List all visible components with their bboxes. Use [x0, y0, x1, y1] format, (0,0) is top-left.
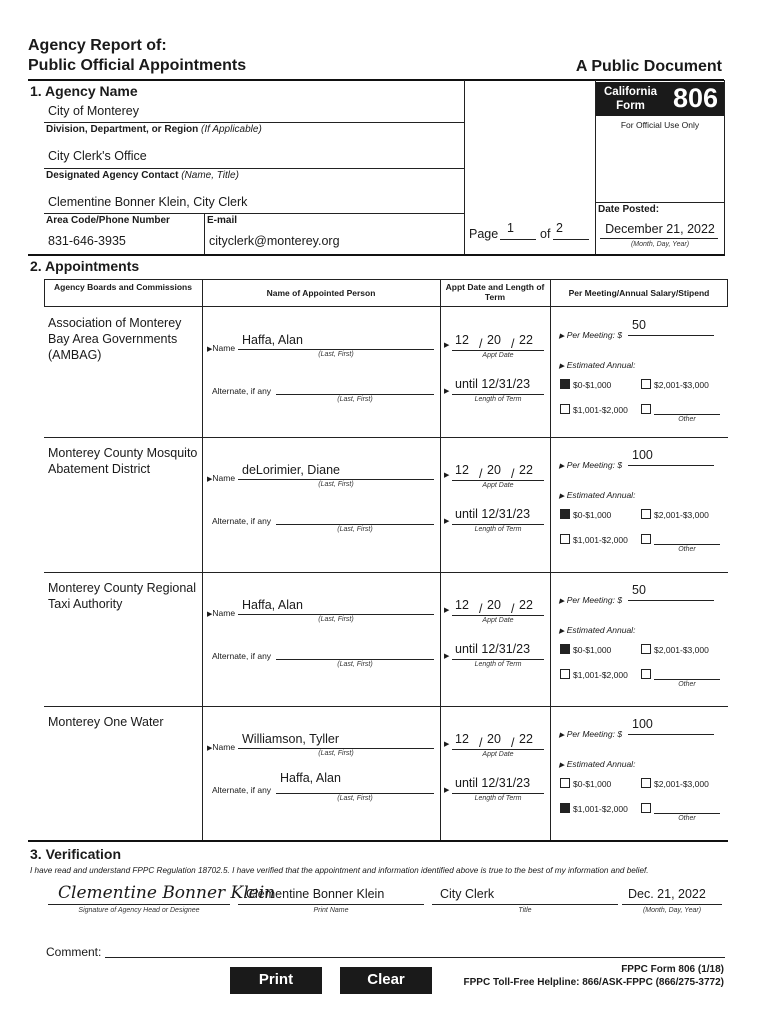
est-annual-label: ▶ Estimated Annual:: [559, 360, 636, 370]
alternate-hint: (Last, First): [337, 661, 373, 668]
name-label: ▶Name: [207, 473, 236, 483]
print-button[interactable]: Print: [230, 967, 322, 994]
term-hint: Length of Term: [474, 396, 522, 403]
opt-1001-2000-label: $1,001-$2,000: [573, 804, 628, 814]
opt-2001-3000-label: $2,001-$3,000: [654, 510, 709, 520]
appt-year[interactable]: 22: [519, 598, 533, 612]
alternate-label: Alternate, if any: [212, 651, 272, 661]
checkbox-other[interactable]: [641, 534, 651, 544]
form-806-badge: [596, 82, 724, 116]
board-name[interactable]: Association of Monterey Bay Area Governments (AMBAG): [48, 316, 182, 362]
board-name[interactable]: Monterey One Water: [48, 715, 164, 729]
opt-2001-3000-label: $2,001-$3,000: [654, 380, 709, 390]
division-value[interactable]: City Clerk's Office: [48, 149, 147, 163]
appt-day[interactable]: 20: [487, 598, 501, 612]
contact-label: Designated Agency Contact (Name, Title): [46, 170, 239, 181]
checkbox-0-1000[interactable]: [560, 644, 570, 654]
name-hint: (Last, First): [318, 616, 354, 623]
per-meeting-label: ▶ Per Meeting: $: [559, 460, 623, 470]
per-meeting-value[interactable]: 50: [632, 318, 646, 332]
checkbox-2001-3000[interactable]: [641, 379, 651, 389]
page-total[interactable]: 2: [556, 221, 563, 235]
title-value[interactable]: City Clerk: [440, 887, 495, 901]
col-salary-header: Per Meeting/Annual Salary/Stipend: [568, 288, 710, 298]
name-label: ▶Name: [207, 742, 236, 752]
checkbox-other[interactable]: [641, 803, 651, 813]
opt-1001-2000-label: $1,001-$2,000: [573, 670, 628, 680]
per-meeting-value[interactable]: 100: [632, 717, 653, 731]
alternate-hint: (Last, First): [337, 396, 373, 403]
checkbox-2001-3000[interactable]: [641, 509, 651, 519]
date-posted-hint: (Month, Day, Year): [630, 241, 690, 248]
other-hint: Other: [678, 815, 696, 822]
signature-label: Signature of Agency Head or Designee: [78, 907, 200, 914]
contact-value[interactable]: Clementine Bonner Klein, City Clerk: [48, 195, 248, 209]
est-annual-label: ▶ Estimated Annual:: [559, 759, 636, 769]
term-length[interactable]: until 12/31/23: [455, 507, 531, 521]
other-amount-field[interactable]: [654, 414, 720, 415]
appt-day[interactable]: 20: [487, 333, 501, 347]
appt-date-hint: Appt Date: [482, 352, 514, 359]
name-hint: (Last, First): [318, 750, 354, 757]
form-id: FPPC Form 806 (1/18): [621, 964, 724, 975]
appointee-name[interactable]: deLorimier, Diane: [242, 463, 340, 477]
appointee-name[interactable]: Williamson, Tyller: [242, 732, 340, 746]
board-name[interactable]: Monterey County Mosquito Abatement District: [48, 446, 198, 476]
per-meeting-label: ▶ Per Meeting: $: [559, 330, 623, 340]
appt-month[interactable]: 12: [455, 732, 469, 746]
section1-heading: 1. Agency Name: [30, 83, 138, 99]
col-date-header: Appt Date and Length of Term: [445, 282, 545, 302]
division-label: Division, Department, or Region (If Applicable): [46, 124, 262, 135]
alternate-name[interactable]: Haffa, Alan: [280, 771, 341, 785]
of-label: of: [540, 227, 551, 241]
section3-heading: 3. Verification: [30, 846, 122, 862]
comment-field[interactable]: [105, 957, 725, 958]
checkbox-0-1000[interactable]: [560, 509, 570, 519]
checkbox-2001-3000[interactable]: [641, 644, 651, 654]
term-length[interactable]: until 12/31/23: [455, 377, 531, 391]
print-name-label: Print Name: [313, 907, 349, 914]
term-length[interactable]: until 12/31/23: [455, 642, 531, 656]
appt-month[interactable]: 12: [455, 463, 469, 477]
checkbox-other[interactable]: [641, 404, 651, 414]
phone-value[interactable]: 831-646-3935: [48, 234, 126, 248]
email-label: E-mail: [207, 215, 238, 226]
verification-date-value[interactable]: Dec. 21, 2022: [628, 887, 706, 901]
opt-1001-2000-label: $1,001-$2,000: [573, 535, 628, 545]
opt-2001-3000-label: $2,001-$3,000: [654, 645, 709, 655]
verification-date-label: (Month, Day, Year): [642, 907, 702, 914]
opt-0-1000-label: $0-$1,000: [573, 510, 612, 520]
page-number[interactable]: 1: [507, 221, 514, 235]
date-posted-label: Date Posted:: [598, 204, 660, 215]
term-hint: Length of Term: [474, 661, 522, 668]
board-name[interactable]: Monterey County Regional Taxi Authority: [48, 581, 196, 611]
appt-month[interactable]: 12: [455, 598, 469, 612]
title-line-1: Agency Report of:: [28, 37, 167, 54]
appt-day[interactable]: 20: [487, 732, 501, 746]
form-title: [28, 36, 246, 76]
badge-number: 806: [672, 83, 718, 113]
checkbox-1001-2000[interactable]: [560, 803, 570, 813]
alternate-hint: (Last, First): [337, 795, 373, 802]
name-label: ▶Name: [207, 608, 236, 618]
title-label: Title: [518, 907, 532, 914]
per-meeting-value[interactable]: 100: [632, 448, 653, 462]
opt-0-1000-label: $0-$1,000: [573, 779, 612, 789]
signature[interactable]: Clementine Bonner Klein: [58, 883, 276, 903]
alternate-label: Alternate, if any: [212, 516, 272, 526]
alternate-label: Alternate, if any: [212, 785, 272, 795]
other-amount-field[interactable]: [654, 544, 720, 545]
est-annual-label: ▶ Estimated Annual:: [559, 625, 636, 635]
agency-name-value[interactable]: City of Monterey: [48, 104, 140, 118]
col-name-header: Name of Appointed Person: [266, 288, 376, 298]
other-amount-field[interactable]: [654, 813, 720, 814]
other-amount-field[interactable]: [654, 679, 720, 680]
phone-label: Area Code/Phone Number: [46, 215, 170, 226]
appointee-name[interactable]: Haffa, Alan: [242, 598, 303, 612]
checkbox-other[interactable]: [641, 669, 651, 679]
term-hint: Length of Term: [474, 526, 522, 533]
appt-year[interactable]: 22: [519, 333, 533, 347]
per-meeting-value[interactable]: 50: [632, 583, 646, 597]
appt-day[interactable]: 20: [487, 463, 501, 477]
other-hint: Other: [678, 546, 696, 553]
comment-label: Comment:: [46, 945, 102, 959]
section2-heading: 2. Appointments: [30, 258, 140, 274]
other-hint: Other: [678, 416, 696, 423]
public-document-label: A Public Document: [575, 58, 722, 75]
appt-date-hint: Appt Date: [482, 617, 514, 624]
opt-0-1000-label: $0-$1,000: [573, 380, 612, 390]
col-boards-header: Agency Boards and Commissions: [54, 282, 192, 292]
alternate-label: Alternate, if any: [212, 386, 272, 396]
checkbox-0-1000[interactable]: [560, 778, 570, 788]
title-line-2: Public Official Appointments: [28, 57, 247, 74]
email-value[interactable]: cityclerk@monterey.org: [209, 234, 340, 248]
appt-date-hint: Appt Date: [482, 751, 514, 758]
name-hint: (Last, First): [318, 351, 354, 358]
date-posted-value[interactable]: December 21, 2022: [605, 222, 715, 236]
name-label: ▶Name: [207, 343, 236, 353]
checkbox-1001-2000[interactable]: [560, 404, 570, 414]
other-hint: Other: [678, 681, 696, 688]
per-meeting-label: ▶ Per Meeting: $: [559, 595, 623, 605]
opt-1001-2000-label: $1,001-$2,000: [573, 405, 628, 415]
verification-statement: I have read and understand FPPC Regulation 18702.5. I have verified that the appointment and information identified above is true to the best of my information and belief.: [30, 866, 649, 875]
checkbox-2001-3000[interactable]: [641, 778, 651, 788]
checkbox-0-1000[interactable]: [560, 379, 570, 389]
opt-0-1000-label: $0-$1,000: [573, 645, 612, 655]
opt-2001-3000-label: $2,001-$3,000: [654, 779, 709, 789]
appt-year[interactable]: 22: [519, 732, 533, 746]
checkbox-1001-2000[interactable]: [560, 669, 570, 679]
alternate-hint: (Last, First): [337, 526, 373, 533]
term-length[interactable]: until 12/31/23: [455, 776, 531, 790]
badge-state: California Form: [604, 86, 658, 112]
print-name-value[interactable]: Clementine Bonner Klein: [246, 887, 385, 901]
helpline: FPPC Toll-Free Helpline: 866/ASK-FPPC (866/275-3772): [463, 977, 724, 988]
appt-month[interactable]: 12: [455, 333, 469, 347]
term-hint: Length of Term: [474, 795, 522, 802]
appointee-name[interactable]: Haffa, Alan: [242, 333, 303, 347]
appt-year[interactable]: 22: [519, 463, 533, 477]
per-meeting-label: ▶ Per Meeting: $: [559, 729, 623, 739]
checkbox-1001-2000[interactable]: [560, 534, 570, 544]
clear-button[interactable]: Clear: [340, 967, 432, 994]
est-annual-label: ▶ Estimated Annual:: [559, 490, 636, 500]
name-hint: (Last, First): [318, 481, 354, 488]
appt-date-hint: Appt Date: [482, 482, 514, 489]
official-use-label: For Official Use Only: [620, 120, 700, 130]
page-label: Page: [469, 227, 499, 241]
